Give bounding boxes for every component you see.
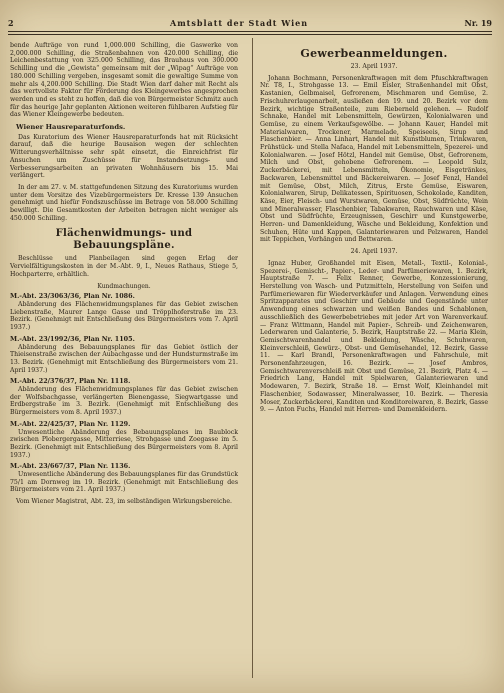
decree-text: Abänderung des Flächenwidmungsplanes für das Gebiet zwischen Liebenstraße, Maurer Lange Gasse und Tröpplhoferstraße im 23. Bezirk. (Genehmigt mit Entschließung des Bürgermeisters vom 7. April 1937.) [10,300,238,332]
issue-number: Nr. 19 [464,18,492,28]
plans-intro: Beschlüsse und Planbeilagen sind gegen Erlag der Vervielfältigungskosten in der M.-Abt. 9, I., Neues Rathaus, Stiege 5, Hochparterre, erhältlich. [10,255,238,278]
plans-subheading: Kundmachungen. [97,282,151,290]
date-heading: 23. April 1937. [350,63,398,70]
registrations-heading: Gewerbeanmeldungen. [300,47,448,60]
header-rule [8,31,492,32]
decree [10,463,238,494]
decree-text: Abänderung des Bebauungsplanes für das Gebiet östlich der Thieisenstraße zwischen der Aubachgasse und der Hundsturmstraße im 13. Bezirk. (Genehmigt mit Entschließung des Bürgermeisters vom 21. April 1937.) [10,343,238,374]
fund-heading: Wiener Hausreparaturfonds. [16,123,126,132]
decree-ref: M.-Abt. 23/3063/36, Plan Nr. 1086. [10,292,135,301]
registrations-paragraph-1: Johann Bochmann, Personenkraftwagen mit dem Pfuschkraftwagen Nr. T8, I., Strohgasse 13. — Emil Eisler, Straßenhandel mit Obst, Kastanien, Gelbmaisel, Gefrorenem, Mischmaren und Gemüse, 2. Frischuhrerlaugenarbeit, ausließen den 19. und 20. Bezirk vor dem Bezirk, wichtige Straßenteile, zum Rieberneld gelehen. — Rudolf Schnake, Handel mit Lebensmitteln, Gewürzen, Kolonialwaren und Gemüse, zu einem Verkaufsgewölbe. — Johann Kauer, Handel mit Materialwaren, Trockener, Marmelade, Speiseeis, Sirup und Flaschenbier. — Anna Linhart, Handel mit Kunstblumen, Trinkwaren, Frühstück- und Stella Nafaca, Handel mit Lebensmitteln, Spezerei- und Kolonialwaren. — Josef Hötzl, Handel mit Gemüse, Obst, Gefrorenem, Milch und Obst, gehobene Gefrorenem. — Leopold Sulz, Zuckerbäckerei, mit Lebensmitteln, Ökonomie, Eisgetränkes, Backwaren, Lebensmittel und Bäckereiwaren. — Josef Fenzl, Handel mit Gemüse, Obst, Milch, Zitrus, Erste Gemüse, Eiswaren, Kolonialwaren, Sirup, Delikatessen, Spirituosen, Schokolade, Kanditen, Käse, Eier, Fleisch- und Wurstwaren, Gemüse, Obst, Südfrüchte, Wein und Mineralwasser, Flaschenbier, Tabakwaren, Rauchwaren und Käse, Obst und Südfrüchte, Erzeugnissen, Geschirr und Kunstgewerbe, Herren- und Damenkleidung, Wäsche und Bekleidung, Konfektion und Schuhen, Hüte und Kappen, Galanteriewaren und Pelzwaren, Handel mit Teppichen, Vorhängen und Bettwaren. [260,74,488,244]
right-column [260,42,488,418]
decree-ref: M.-Abt. 22/376/37, Plan Nr. 1118. [10,377,131,386]
fund-paragraph-2: In der am 27. v. M. stattgefundenen Sitzung des Kuratoriums wurden unter dem Vorsitze des Vizebürgermeisters Dr. Kresse 139 Ansuchen genehmigt und hiefür Fondszuschüsse im Betrage von 58.000 Schilling bewilligt. Die Gesamtkosten der Arbeiten betragen nicht weniger als 450.000 Schilling. [10,183,238,222]
decree-text: Abänderung des Flächenwidmungsplanes für das Gebiet zwischen der Wolfsbachgasse, verlängerten Bienengasse, Siegwartgasse und Erdbergstraße im 3. Bezirk. (Genehmigt mit Entschließung des Bürgermeisters vom 8. April 1937.) [10,386,238,417]
registrations-paragraph-2: Ignaz Huber, Großhandel mit Eisen, Metall-, Textil-, Kolonial-, Spezerei-, Gemischt-, Papier-, Leder- und Parfümeriewaren, 1. Bezirk, Hauptstraße 7. — Felix Renner, Gewerbe, Konzessionierung, Herstellung von Wasch- und Putzmitteln, Herstellung von Seifen und Parfümeriewaren für Wiederverkäufer und Anlagen. Verwendung eines Spritzapparates und Geschirr und Gebäude und Gegenstände unter Anwendung eines schwarzen und weißen Bandes und Schablonen, ausschließlich des Gewerbebetriebes mit jeder Art von Warenverkauf. — Franz Wittmann, Handel mit Papier-, Schreib- und Zeichenwaren, Lederwaren und Galanterie, 5. Bezirk, Hauptstraße 22. — Maria Klein, Gemischtwarenhandel und Bekleidung, Wäsche, Schuhwaren, Kleinverschleiß, Gewürz-, Obst- und Gemüsehandel, 12. Bezirk, Gasse 11. — Karl Brandl, Personenkraftwagen und Fahrschule, mit Personenfahrzeugen, 16. Bezirk. — Josef Ambros, Gemischtwarenverschleiß mit Obst und Gemüse, 21. Bezirk, Platz 4. — Friedrich Lang, Handel mit Spielwaren, Galanteriewaren und Modewaren, 7. Bezirk, Straße 18. — Ernst Wolf, Kleinhandel mit Flaschenbier, Sodawasser, Mineralwasser, 10. Bezirk. — Theresia Moser, Zuckerbäckerei, Kanditen und Konditoreiwaren, 8. Bezirk, Gasse 9. — Anton Fuchs, Handel mit Herren- und Damenkleidern. [260,259,488,414]
page-header [8,14,492,28]
date-heading: 24. April 1937. [350,248,398,256]
decree-ref: M.-Abt. 22/425/37, Plan Nr. 1129. [10,419,131,428]
publication-title: Amtsblatt der Stadt Wien [170,18,309,28]
decree-text: Unwesentliche Abänderung des Bebauungsplanes im Baublock zwischen Plobergergasse, Mitterriese, Strohgasse und Zoegasse im 5. Bezirk. (Genehmigt mit Entschließung des Bürgermeisters vom 8. April 1937.) [10,428,238,459]
column-divider [252,38,253,678]
decree [10,336,238,375]
page-number: 2 [8,18,14,28]
decree [10,293,238,332]
decree-ref: M.-Abt. 23/1992/36, Plan Nr. 1105. [10,334,135,343]
decree-text: Unwesentliche Abänderung des Bebauungsplanes für das Grundstück 75/1 am Dornweg im 19. Bezirk. (Genehmigt mit Entschließung des Bürgermeisters vom 21. April 1937.) [10,471,238,494]
fund-paragraph-1: Das Kuratorium des Wiener Hausreparaturfonds hat mit Rücksicht darauf, daß die heurige Bausaison wegen der schlechten Witterungsverhältnisse sehr spät einsetzt, die Einreichfrist für Ansuchen um Zuschüsse für Instandsetzungs- und Verbesserungsarbeiten an privaten Wohnhäusern bis 15. Mai verlängert. [10,133,238,180]
closing-signature: Vom Wiener Magistrat, Abt. 23, im selbständigen Wirkungsbereiche. [15,498,233,506]
decree-ref: M.-Abt. 23/667/37, Plan Nr. 1136. [10,462,131,471]
left-column [10,42,238,506]
header-rule-double [8,34,492,35]
decree [10,421,238,460]
decree [10,378,238,417]
intro-paragraph: bende Aufträge von rund 1,000.000 Schilling, die Gaswerke von 2,000.000 Schilling, die Straßenbahnen von 420.000 Schilling, die Leichenbestattung von 325.000 Schilling, das Brauhaus von 300.000 Schilling und die „Gewista“ gemeinsam mit der „Wipag“ Aufträge von 180.000 Schilling vergeben, insgesamt somit die gewaltige Summe von mehr als 4,200.000 Schilling. Die Stadt Wien darf daher mit Recht als das wertvollste Faktor für Förderung des Kleingewerbes angesprochen werden und es steht zu hoffen, daß die von Bürgermeister Schmitz auch für das heurige Jahr geplanten Aktionen weiteren fühlbaren Aufstieg für das Wiener Kleingewerbe bedeuten. [10,42,238,119]
plans-heading: Flächenwidmungs- und Bebauungspläne. [55,228,193,252]
